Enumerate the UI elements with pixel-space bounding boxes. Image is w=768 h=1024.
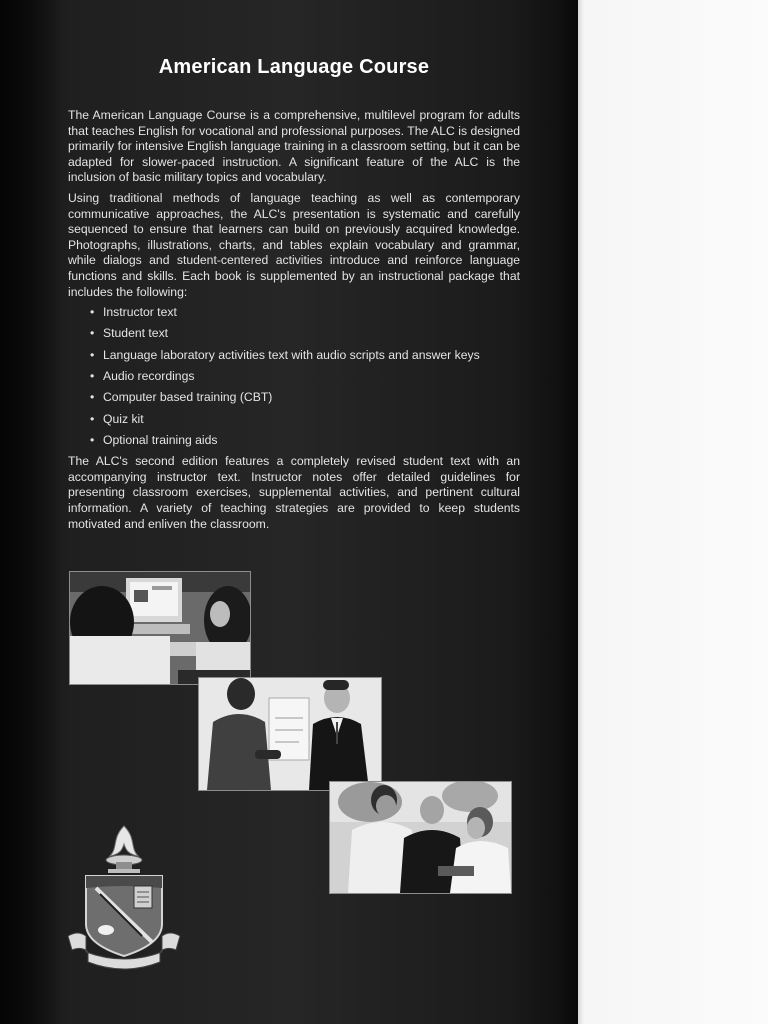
bullet-icon: • bbox=[90, 390, 95, 405]
course-description bbox=[68, 108, 520, 537]
list-item bbox=[90, 433, 520, 448]
bullet-icon: • bbox=[90, 305, 95, 320]
list-item bbox=[90, 326, 520, 341]
defense-language-institute-crest bbox=[64, 824, 184, 972]
list-item bbox=[90, 369, 520, 384]
instructor-officer-photo bbox=[198, 677, 382, 791]
list-item bbox=[90, 412, 520, 427]
blank-facing-page bbox=[578, 0, 768, 1024]
bullet-icon: • bbox=[90, 326, 95, 341]
methods-paragraph: Using traditional methods of language teaching as well as contemporary communicative approaches, the ALC's presentation is systematic and carefully sequenced to ensure that learners can build on previously acquired knowledge. Photographs, illustrations, charts, and tables explain vocabulary and grammar, while dialogs and student-centered activities introduce and reinforce language functions and skills. Each book is supplemented by an instructional package that includes the following: bbox=[68, 190, 520, 299]
group-conversation-photo bbox=[329, 781, 512, 894]
bullet-icon: • bbox=[90, 347, 95, 362]
list-item-label: Quiz kit bbox=[103, 411, 144, 426]
list-item-label: Language laboratory activities text with audio scripts and answer keys bbox=[103, 347, 480, 362]
list-item-label: Student text bbox=[103, 326, 169, 341]
classroom-computer-photo bbox=[69, 571, 251, 685]
list-item bbox=[90, 305, 520, 320]
list-item-label: Optional training aids bbox=[103, 432, 218, 447]
list-item-label: Computer based training (CBT) bbox=[103, 390, 273, 405]
list-item-label: Audio recordings bbox=[103, 369, 195, 384]
list-item-label: Instructor text bbox=[103, 305, 177, 320]
list-item bbox=[90, 390, 520, 405]
second-edition-paragraph: The ALC's second edition features a completely revised student text with an accompanying instructor text. Instructor notes offer detailed guidelines for presenting classroom exercises, supplemental activities, and pertinent cultural information. A variety of teaching strategies are provided to keep students motivated and enliven the classroom. bbox=[68, 454, 520, 531]
list-item bbox=[90, 348, 520, 363]
bullet-icon: • bbox=[90, 432, 95, 447]
bullet-icon: • bbox=[90, 369, 95, 384]
bullet-icon: • bbox=[90, 411, 95, 426]
intro-paragraph: The American Language Course is a comprehensive, multilevel program for adults that teaches English for vocational and professional purposes. The ALC is designed primarily for intensive English language training in a classroom setting, but it can be adapted for slower-paced instruction. A significant feature of the ALC is the inclusion of basic military topics and vocabulary. bbox=[68, 108, 520, 185]
cover-title: American Language Course bbox=[158, 56, 430, 78]
package-list bbox=[68, 305, 520, 447]
